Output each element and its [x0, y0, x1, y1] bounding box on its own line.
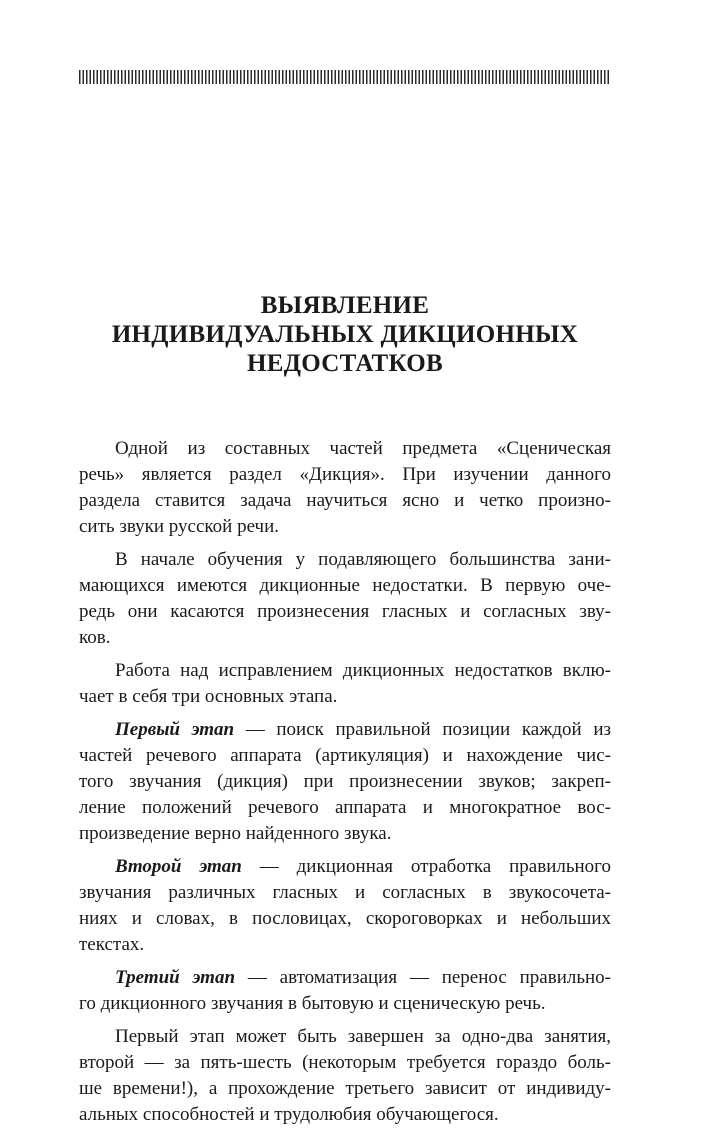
text-line: [79, 717, 611, 743]
text-line: Первый этап может быть завершен за одно-два занятия,: [115, 1026, 611, 1047]
heading-line-2: ИНДИВИДУАЛЬНЫХ ДИКЦИОННЫХ: [111, 321, 579, 348]
text-line: го дикционного звучания в бытовую и сценическую речь.: [79, 993, 546, 1014]
text-run: — поиск правильной позиции каждой из: [234, 719, 611, 740]
stage-three-lead: Третий этап: [115, 967, 236, 988]
header-rule: [79, 70, 611, 84]
text-line: того звучания (дикция) при произнесении звуков; закреп-: [79, 771, 611, 792]
chapter-heading: [79, 291, 611, 378]
heading-line-3: НЕДОСТАТКОВ: [246, 350, 443, 377]
text-line: ление положений речевого аппарата и многократное вос-: [79, 797, 611, 818]
text-line: Работа над исправлением дикционных недостатков вклю-: [115, 660, 611, 681]
text-run: — автоматизация — перенос правильно-: [235, 967, 611, 988]
text-line: [79, 854, 611, 880]
text-line: речь» является раздел «Дикция». При изучении данного: [79, 464, 611, 485]
text-line: раздела ставится задача научиться ясно и четко произно-: [79, 490, 611, 511]
paragraph-stage-two: [79, 854, 611, 958]
paragraph-stages-intro: [79, 658, 611, 710]
text-line: В начале обучения у подавляющего большинства зани-: [115, 549, 611, 570]
text-line: редь они касаются произнесения гласных и согласных зву-: [79, 601, 611, 622]
text-line: звучания различных гласных и согласных в звукосочета-: [79, 882, 611, 903]
text-line: чает в себя три основных этапа.: [79, 686, 338, 707]
text-line: ков.: [79, 627, 111, 648]
stage-one-lead: Первый этап: [115, 719, 235, 740]
paragraph-intro: [79, 436, 611, 540]
text-line: Одной из составных частей предмета «Сценическая: [115, 438, 611, 459]
text-run: — дикционная отработка правильного: [241, 856, 611, 877]
body-text: [79, 436, 611, 1135]
text-line: второй — за пять-шесть (некоторым требуется гораздо боль-: [79, 1052, 611, 1073]
text-line: ше времени!), а прохождение третьего зависит от индивиду-: [79, 1078, 611, 1099]
text-line: текстах.: [79, 934, 145, 955]
paragraph-deficiencies: [79, 547, 611, 651]
paragraph-duration: [79, 1024, 611, 1128]
paragraph-stage-one: [79, 717, 611, 847]
stage-two-lead: Второй этап: [115, 856, 242, 877]
text-line: мающихся имеются дикционные недостатки. В первую оче-: [79, 575, 611, 596]
text-line: альных способностей и трудолюбия обучающегося.: [79, 1104, 499, 1125]
text-line: ниях и словах, в пословицах, скороговорках и небольших: [79, 908, 611, 929]
text-line: [79, 965, 611, 991]
text-line: сить звуки русской речи.: [79, 516, 280, 537]
text-line: частей речевого аппарата (артикуляция) и нахождение чис-: [79, 745, 611, 766]
text-line: произведение верно найденного звука.: [79, 823, 392, 844]
paragraph-stage-three: [79, 965, 611, 1017]
heading-line-1: ВЫЯВЛЕНИЕ: [260, 292, 430, 319]
